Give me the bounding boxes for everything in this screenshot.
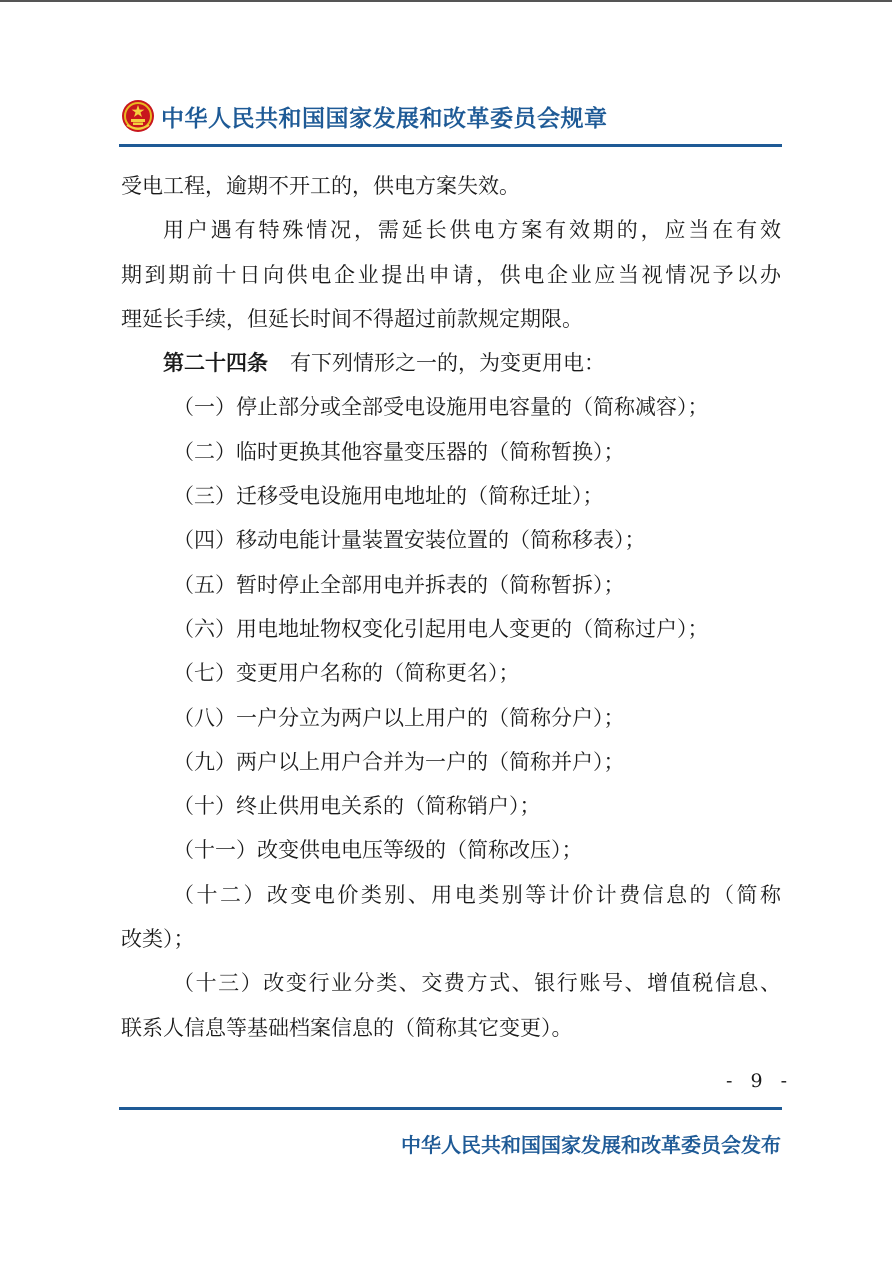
national-emblem-icon [121,99,155,133]
list-item: （十二）改变电价类别、用电类别等计价计费信息的（简称 [173,882,781,907]
list-item: （四）移动电能计量装置安装位置的（简称移表）； [173,528,646,553]
article-text: 有下列情形之一的，为变更用电： [290,351,605,376]
list-item: （六）用电地址物权变化引起用电人变更的（简称过户）； [173,616,709,641]
article-heading: 第二十四条 [163,351,268,376]
list-item: （八）一户分立为两户以上用户的（简称分户）； [173,705,625,730]
article-line [121,341,781,385]
list-item: （五）暂时停止全部用电并拆表的（简称暂拆）； [173,572,625,597]
page-number: - 9 - [726,1070,794,1092]
paragraph-line: 理延长手续，但延长时间不得超过前款规定期限。 [121,306,583,331]
header-rule [119,144,782,147]
list-item: （十一）改变供电电压等级的（简称改压）； [173,838,583,863]
page-header [121,96,608,136]
list-item: （二）临时更换其他容量变压器的（简称暂换）； [173,439,625,464]
footer-rule [119,1107,782,1110]
paragraph-line: 期到期前十日向供电企业提出申请，供电企业应当视情况予以办 [121,262,781,287]
paragraph-line: 受电工程，逾期不开工的，供电方案失效。 [121,174,520,198]
list-item: （十）终止供用电关系的（简称销户）； [173,794,541,819]
list-item: （七）变更用户名称的（简称更名）； [173,661,520,686]
header-title: 中华人民共和国国家发展和改革委员会规章 [161,105,608,132]
top-border [0,0,892,2]
list-item-continued: 改类）； [121,927,195,952]
list-item: （十三）改变行业分类、交费方式、银行账号、增值税信息、 [173,971,781,996]
list-item-continued: 联系人信息等基础档案信息的（简称其它变更）。 [121,1015,573,1040]
footer-publisher: 中华人民共和国国家发展和改革委员会发布 [401,1133,781,1157]
paragraph-line: 用户遇有特殊情况，需延长供电方案有效期的，应当在有效 [163,218,781,243]
document-body [121,164,781,1050]
list-item: （一）停止部分或全部受电设施用电容量的（简称减容）； [173,395,709,420]
list-item: （三）迁移受电设施用电地址的（简称迁址）； [173,484,604,509]
list-item: （九）两户以上用户合并为一户的（简称并户）； [173,749,625,774]
